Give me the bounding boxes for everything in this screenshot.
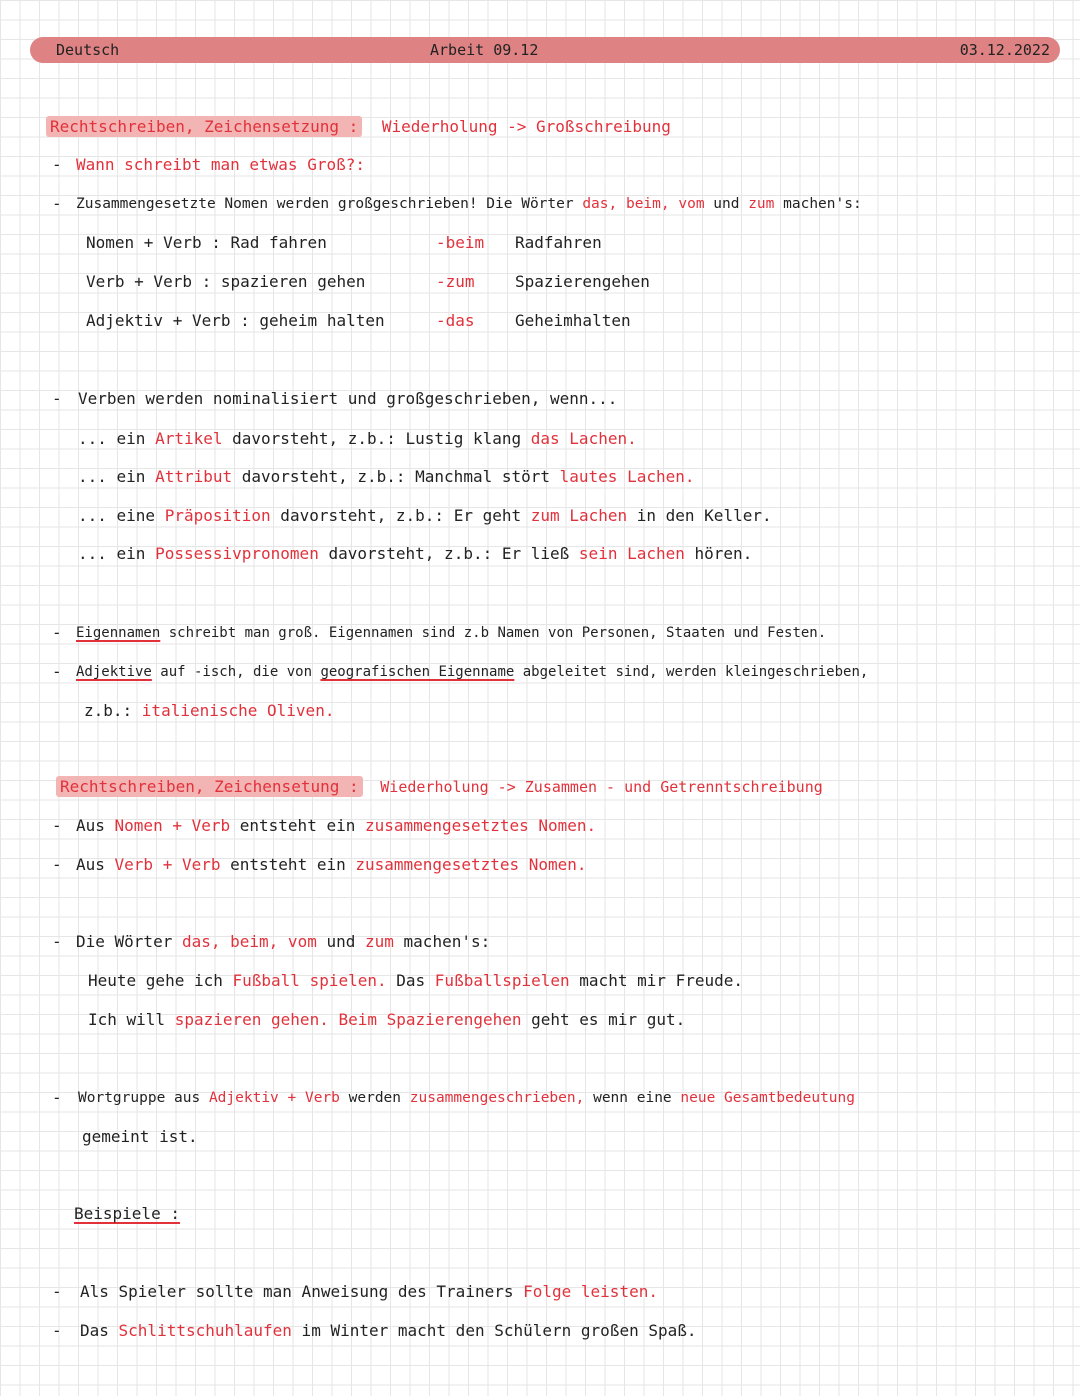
title-label: Arbeit 09.12 <box>430 41 539 59</box>
woerter-line: Die Wörter das, beim, vom und zum machen's: <box>76 932 491 951</box>
bullet-dash: - <box>52 662 62 681</box>
date-label: 03.12.2022 <box>959 41 1050 59</box>
bullet-dash: - <box>52 155 62 174</box>
verben-rule-1: ... ein Artikel davorsteht, z.b.: Lustig klang das Lachen. <box>78 429 637 448</box>
heading-highlight: Rechtschreiben, Zeichensetung : <box>56 776 363 797</box>
example-row: Verb + Verb : spazieren gehen <box>86 272 366 291</box>
wortgruppe-line: Wortgruppe aus Adjektiv + Verb werden zusammengeschrieben, wenn eine neue Gesamtbedeutung <box>78 1090 855 1106</box>
bullet-dash: - <box>52 1088 62 1107</box>
section-1-heading <box>46 116 671 138</box>
heading-topic: Wiederholung -> Zusammen - und Getrenntschreibung <box>380 778 823 796</box>
example-result: Geheimhalten <box>515 311 631 330</box>
section-2-heading <box>56 776 823 798</box>
compound-nouns-line: Zusammengesetzte Nomen werden großgeschrieben! Die Wörter das, beim, vom und zum machen's: <box>76 196 862 212</box>
example-sentence-2: Ich will spazieren gehen. Beim Spazierengehen geht es mir gut. <box>88 1010 686 1029</box>
bullet-dash: - <box>52 389 62 408</box>
example-result: Spazierengehen <box>515 272 650 291</box>
verben-rule-3: ... eine Präposition davorsteht, z.b.: Er geht zum Lachen in den Keller. <box>78 506 772 525</box>
bullet-dash: - <box>52 623 62 642</box>
aus-nomen-line: Aus Nomen + Verb entsteht ein zusammengesetztes Nomen. <box>76 816 597 835</box>
example-result: Radfahren <box>515 233 602 252</box>
wortgruppe-line-2: gemeint ist. <box>82 1127 198 1146</box>
beispiel-1: Als Spieler sollte man Anweisung des Trainers Folge leisten. <box>80 1282 658 1301</box>
subject-label: Deutsch <box>56 41 120 59</box>
bullet-dash: - <box>52 194 62 213</box>
bullet-dash: - <box>52 816 62 835</box>
heading-topic: Wiederholung -> Großschreibung <box>381 117 671 136</box>
example-word: -beim <box>436 233 485 252</box>
example-word: -das <box>436 311 475 330</box>
header-bar <box>30 37 1060 63</box>
verben-rule-2: ... ein Attribut davorsteht, z.b.: Manchmal stört lautes Lachen. <box>78 467 695 486</box>
bullet-dash: - <box>52 1321 62 1340</box>
bullet-dash: - <box>52 1282 62 1301</box>
eigennamen-line: Eigennamen schreibt man groß. Eigennamen sind z.b Namen von Personen, Staaten und Festen. <box>76 625 827 641</box>
example-word: -zum <box>436 272 475 291</box>
adjektive-example: z.b.: italienische Oliven. <box>84 701 335 720</box>
verben-rule-4: ... ein Possessivpronomen davorsteht, z.b.: Er ließ sein Lachen hören. <box>78 544 753 563</box>
example-row: Adjektiv + Verb : geheim halten <box>86 311 385 330</box>
heading-highlight: Rechtschreiben, Zeichensetzung : <box>46 116 362 137</box>
adjektive-line: Adjektive auf -isch, die von geografischen Eigenname abgeleitet sind, werden kleingeschrieben, <box>76 664 869 680</box>
beispiel-2: Das Schlittschuhlaufen im Winter macht den Schülern großen Spaß. <box>80 1321 697 1340</box>
verben-intro: Verben werden nominalisiert und großgeschrieben, wenn... <box>78 389 618 408</box>
question-line: Wann schreibt man etwas Groß?: <box>76 155 365 174</box>
beispiele-heading: Beispiele : <box>74 1204 180 1223</box>
example-sentence-1: Heute gehe ich Fußball spielen. Das Fußballspielen macht mir Freude. <box>88 971 744 990</box>
bullet-dash: - <box>52 855 62 874</box>
bullet-dash: - <box>52 932 62 951</box>
example-row: Nomen + Verb : Rad fahren <box>86 233 327 252</box>
aus-verb-line: Aus Verb + Verb entsteht ein zusammengesetztes Nomen. <box>76 855 587 874</box>
